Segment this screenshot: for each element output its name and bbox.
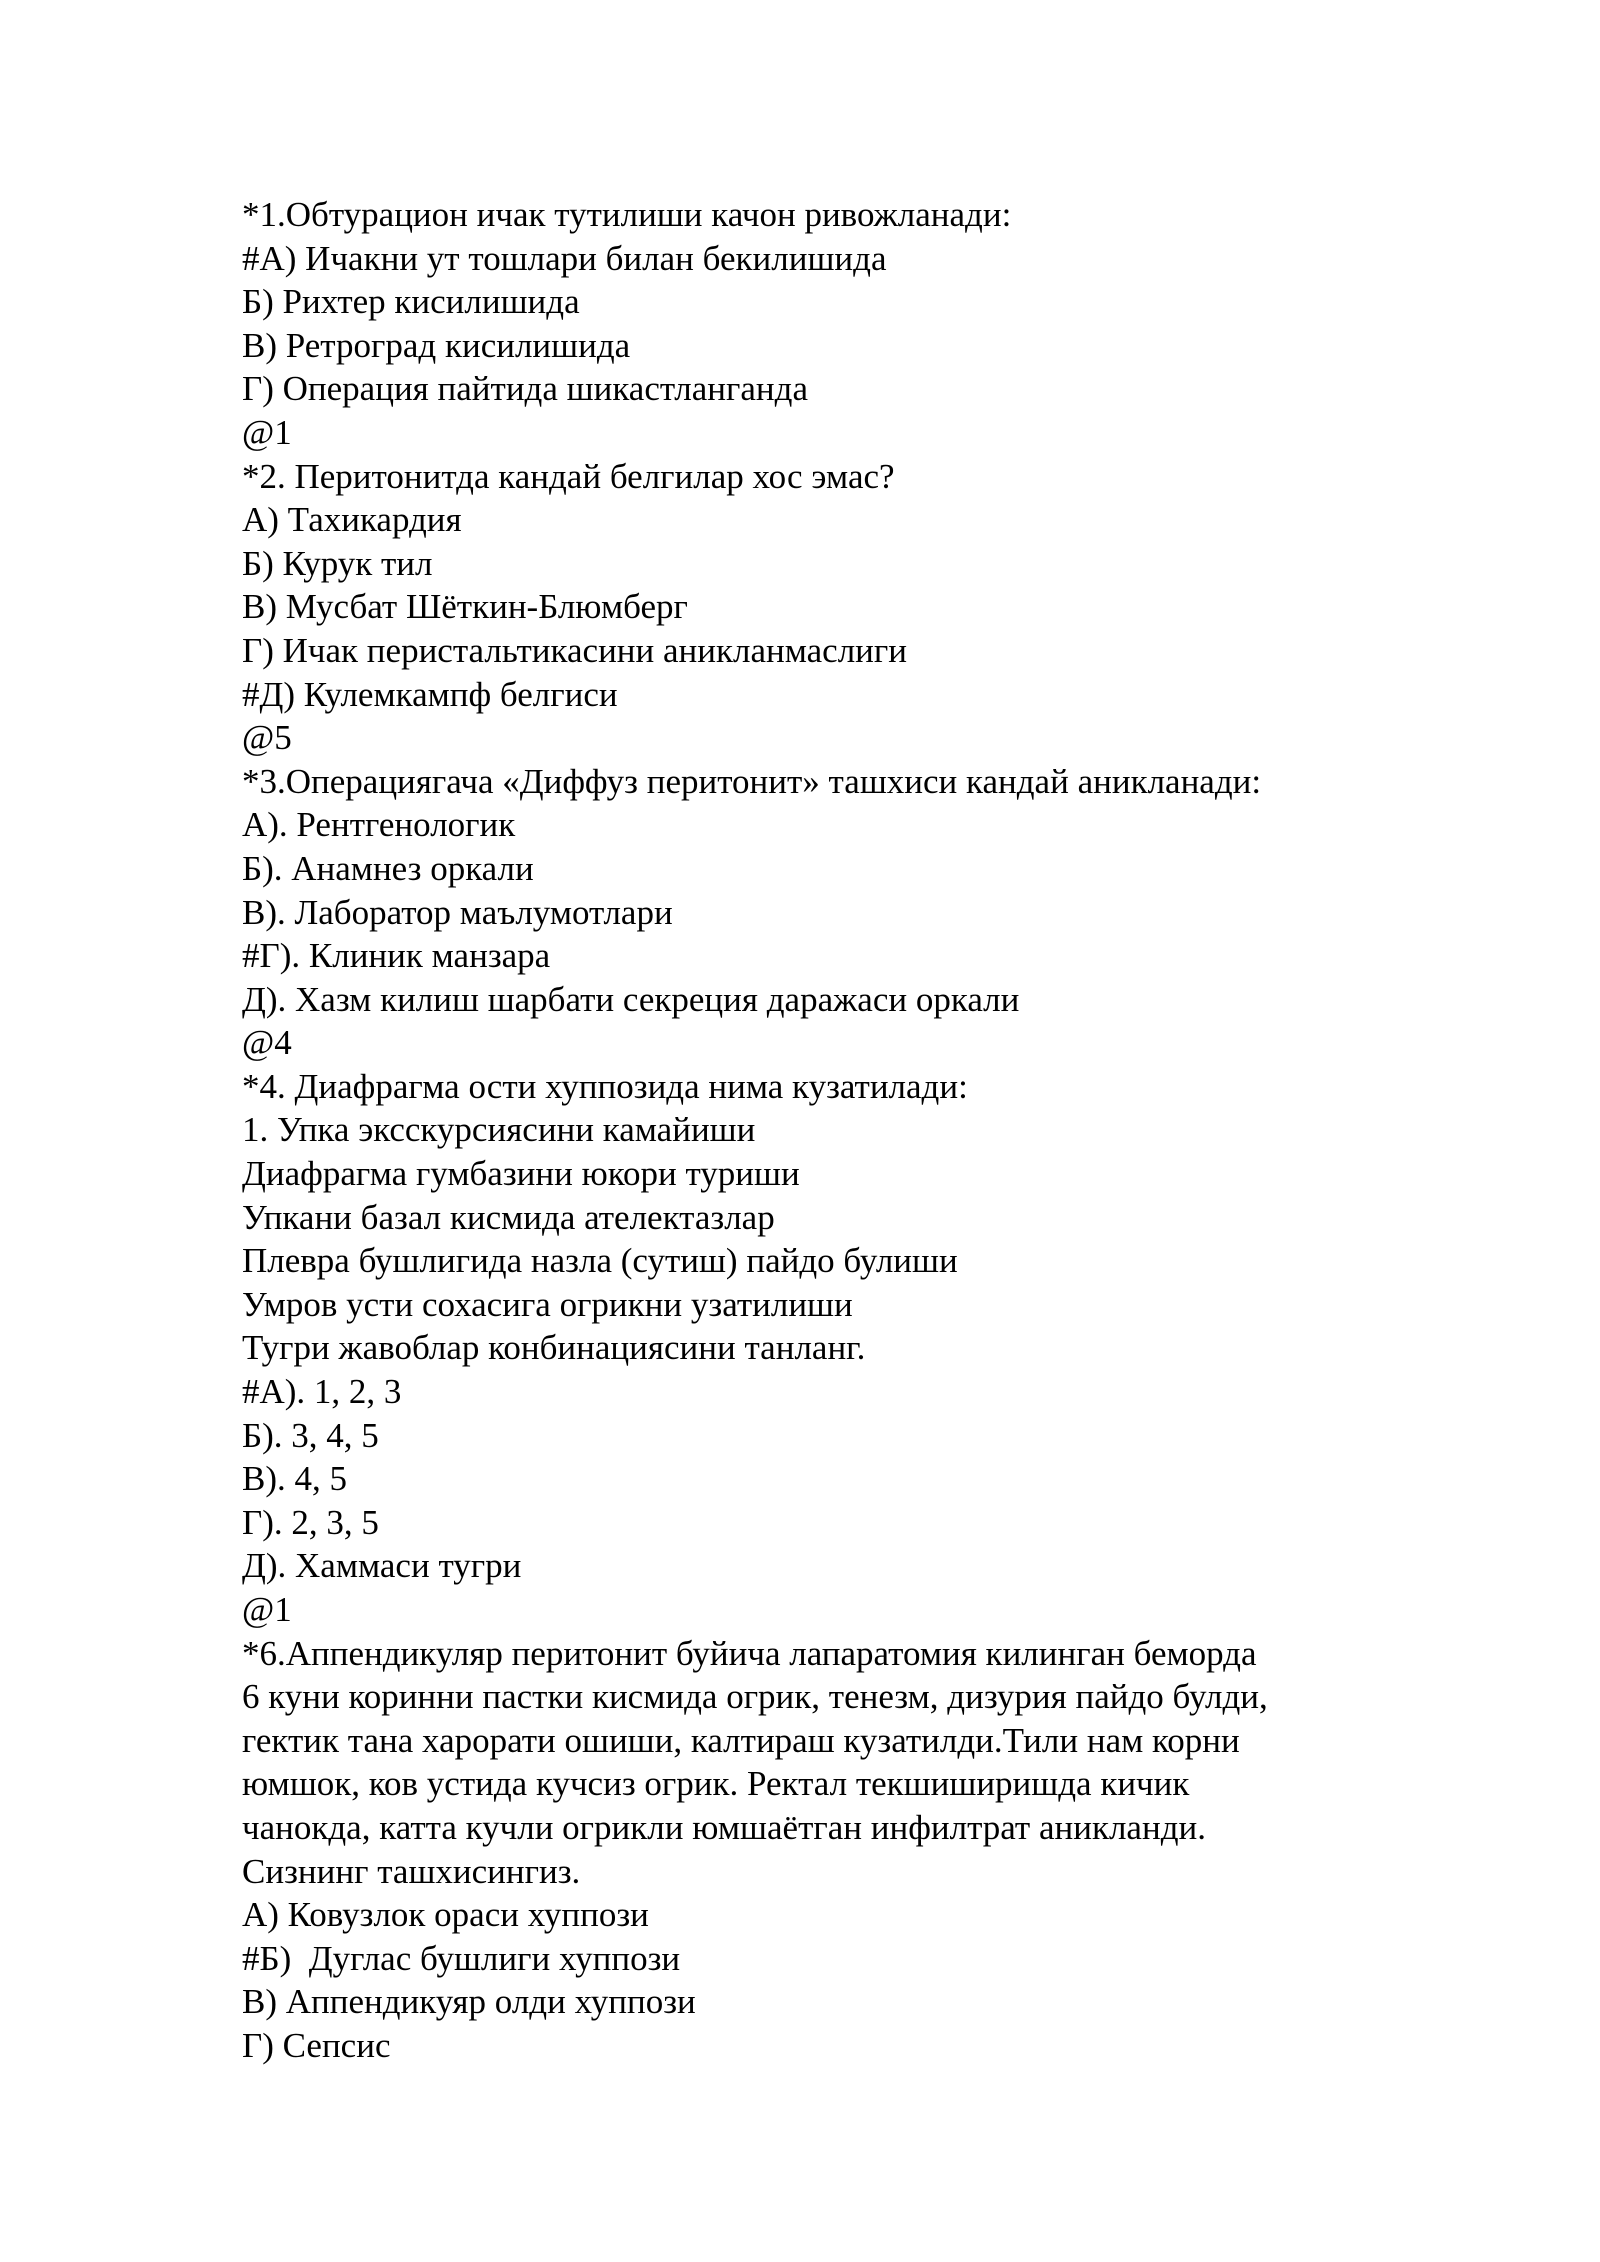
text-line: Г) Операция пайтида шикастланганда [242, 369, 808, 409]
text-line: Упкани базал кисмида ателектазлар [242, 1197, 775, 1237]
text-line: В) Аппендикуяр олди хуппози [242, 1982, 696, 2022]
text-line: *2. Перитонитда кандай белгилар хос эмас? [242, 456, 895, 496]
text-line: Б). 3, 4, 5 [242, 1415, 379, 1455]
text-line: #А) Ичакни ут тошлари билан бекилишида [242, 238, 887, 278]
text-line: А). Рентгенологик [242, 805, 516, 845]
text-line: *6.Аппендикуляр перитонит буйича лапаратомия килинган беморда [242, 1633, 1257, 1673]
text-line: Б) Рихтер кисилишида [242, 282, 580, 322]
text-line: #Г). Клиник манзара [242, 936, 551, 976]
text-line: А) Тахикардия [242, 500, 462, 540]
text-line: @5 [242, 718, 292, 758]
text-line: Б). Анамнез оркали [242, 848, 534, 888]
text-line: Д). Хазм килиш шарбати секреция даражаси оркали [242, 979, 1020, 1019]
text-line: @1 [242, 1590, 292, 1629]
text-line: Б) Курук тил [242, 543, 433, 583]
text-line: Плевра бушлигида назла (сутиш) пайдо булиши [242, 1241, 958, 1281]
text-line: юмшок, ков устида кучсиз огрик. Ректал текшиширишда кичик [242, 1764, 1190, 1804]
text-line: Г) Ичак перистальтикасини аникланмаслиги [242, 630, 907, 670]
text-line: *4. Диафрагма ости хуппозида нима кузатилади: [242, 1066, 968, 1106]
question-text-block [242, 193, 1382, 2068]
text-line: В). Лаборатор маълумотлари [242, 892, 673, 932]
text-line: гектик тана харорати ошиши, калтираш кузатилди.Тили нам корни [242, 1720, 1240, 1760]
text-line: *1.Обтурацион ичак тутилиши качон ривожланади: [242, 195, 1012, 234]
text-line: Сизнинг ташхисингиз. [242, 1851, 581, 1891]
text-line: Д). Хаммаси тугри [242, 1546, 522, 1586]
text-line: В) Мусбат Шёткин-Блюмберг [242, 587, 688, 627]
text-line: #А). 1, 2, 3 [242, 1372, 402, 1412]
text-line: 6 куни коринни пастки кисмида огрик, тенезм, дизурия пайдо булди, [242, 1677, 1268, 1717]
text-line: чанокда, катта кучли огрикли юмшаётган инфилтрат аникланди. [242, 1807, 1206, 1847]
text-line: Г) Сепсис [242, 2025, 391, 2065]
text-line: 1. Упка эксскурсиясини камайиши [242, 1110, 756, 1150]
text-line: А) Ковузлок ораси хуппози [242, 1895, 649, 1935]
text-line: В) Ретроград кисилишида [242, 325, 631, 365]
text-line: Г). 2, 3, 5 [242, 1502, 379, 1542]
text-line: В). 4, 5 [242, 1459, 347, 1499]
text-line: @4 [242, 1023, 292, 1063]
text-line: Умров усти сохасига огрикни узатилиши [242, 1284, 853, 1324]
text-line: #Б) Дуглас бушлиги хуппози [242, 1938, 681, 1978]
text-line: @1 [242, 412, 292, 452]
text-line: Диафрагма гумбазини юкори туриши [242, 1154, 800, 1194]
text-line: #Д) Кулемкампф белгиси [242, 674, 618, 714]
text-line: *3.Операциягача «Диффуз перитонит» ташхиси кандай аникланади: [242, 761, 1262, 801]
text-line: Тугри жавоблар конбинациясини танланг. [242, 1328, 866, 1368]
